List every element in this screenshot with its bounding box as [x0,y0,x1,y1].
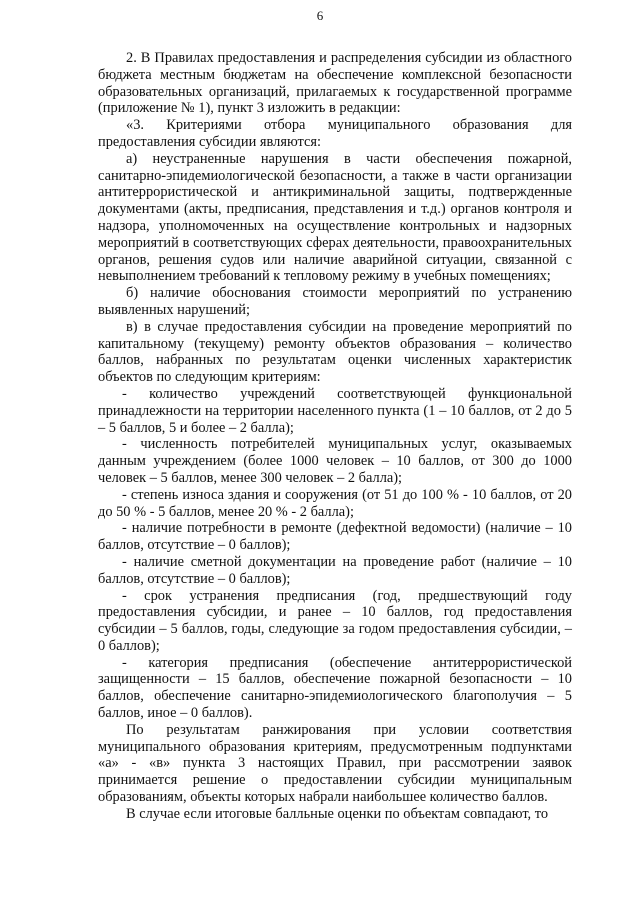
paragraph-equal-scores: В случае если итоговые балльные оценки по объектам совпадают, то [126,805,549,822]
paragraph-criteria-intro: «3. Критериями отбора муниципального образования для предоставления субсидии являются: [98,117,572,150]
bullet-prescription-category: - категория предписания (обеспечение антитеррористической защищенности – 15 баллов, обеспечение пожарной безопасности – 10 баллов, обеспечение санитарно-эпидемиологического благополучия – 5 баллов, иное – 0 баллов). [98,654,572,722]
paragraph-criterion-a: а) неустраненные нарушения в части обеспечения пожарной, санитарно-эпидемиологической безопасности, а также в части организации антитеррористической и антикриминальной защиты, подтвержденные документами (акты, предписания, представления и т.д.) органов контроля и надзора, уполномоченных на осуществление контрольных и надзорных мероприятий в соответствующих сферах деятельности, правоохранительных органов, решения судов или наличие аварийной ситуации, связанной с невыполнением требований к тепловому режиму в учебных помещениях; [98,150,572,285]
paragraph-criterion-v: в) в случае предоставления субсидии на проведение мероприятий по капитальному (текущему) ремонту объектов образования – количество баллов, набранных по результатам оценки численных характеристик объектов по следующим критериям: [98,318,572,386]
bullet-institutions-count: - количество учреждений соответствующей функциональной принадлежности на территории населенного пункта (1 – 10 баллов, от 2 до 5 – 5 баллов, 5 и более – 2 балла); [98,385,572,436]
bullet-estimate-docs: - наличие сметной документации на проведение работ (наличие – 10 баллов, отсутствие – 0 баллов); [98,553,572,587]
paragraph-ranking: По результатам ранжирования при условии соответствия муниципального образования критериям, предусмотренным подпунктами «а» - «в» пункта 3 настоящих Правил, при рассмотрении заявок принимается решение о предоставлении субсидии муниципальным образованиям, объекты которых набрали наибольшее количество баллов. [98,721,572,806]
paragraph-amendment: 2. В Правилах предоставления и распределения субсидии из областного бюджета местным бюджетам на обеспечение комплексной безопасности образовательных организаций, прилагаемых к государственной программе (приложение № 1), пункт 3 изложить в редакции: [98,50,572,117]
bullet-consumers-count: - численность потребителей муниципальных услуг, оказываемых данным учреждением (более 1000 человек – 10 баллов, от 300 до 1000 человек – 5 баллов, менее 300 человек – 2 балла); [98,436,572,486]
bullet-wear-degree: - степень износа здания и сооружения (от 51 до 100 % - 10 баллов, от 20 до 50 % - 5 баллов, менее 20 % - 2 балла); [98,486,572,520]
page-number: 6 [316,8,324,23]
bullet-repair-need: - наличие потребности в ремонте (дефектной ведомости) (наличие – 10 баллов, отсутствие – 0 баллов); [98,520,572,554]
document-body [98,50,572,823]
bullet-prescription-term: - срок устранения предписания (год, предшествующий году предоставления субсидии, и ранее – 10 баллов, год предоставления субсидии – 5 баллов, годы, следующие за годом предоставления субсидии, – 0 баллов); [98,587,572,654]
paragraph-criterion-b: б) наличие обоснования стоимости мероприятий по устранению выявленных нарушений; [98,285,572,318]
